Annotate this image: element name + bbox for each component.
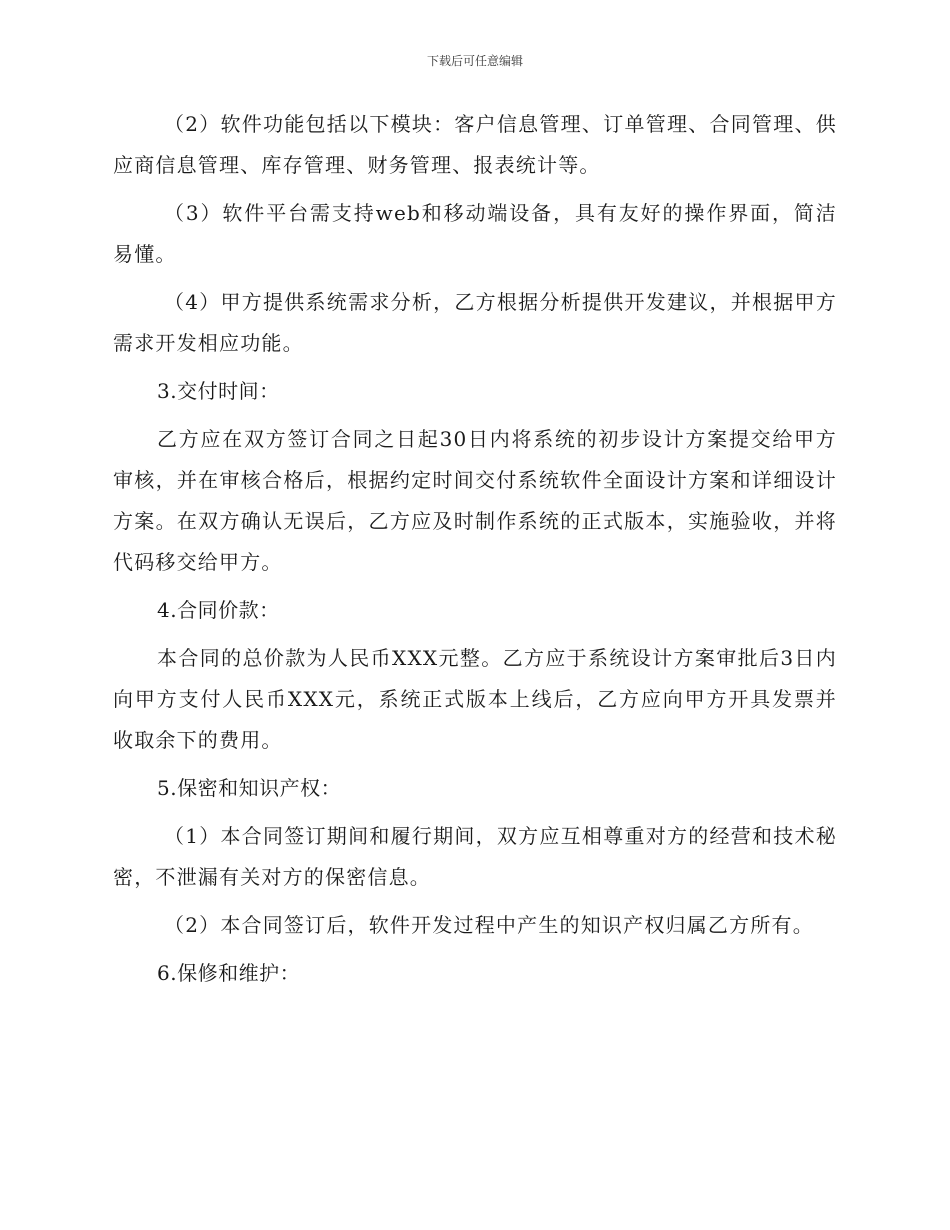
section-heading-delivery-time: 3.交付时间： <box>157 379 280 403</box>
clause-2-software-modules: （2）软件功能包括以下模块：客户信息管理、订单管理、合同管理、供应商信息管理、库存管理、财务管理、报表统计等。 <box>113 112 837 177</box>
section-heading-confidentiality-ip: 5.保密和知识产权： <box>157 776 342 800</box>
section-heading-warranty-maintenance: 6.保修和维护： <box>157 961 301 985</box>
section-heading-contract-price: 4.合同价款： <box>157 598 280 622</box>
delivery-time-body: 乙方应在双方签订合同之日起30日内将系统的初步设计方案提交给甲方审核，并在审核合格后，根据约定时间交付系统软件全面设计方案和详细设计方案。在双方确认无误后，乙方应及时制作系统的正式版本，实施验收，并将代码移交给甲方。 <box>113 427 837 574</box>
clause-1-confidentiality: （1）本合同签订期间和履行期间，双方应互相尊重对方的经营和技术秘密，不泄漏有关对方的保密信息。 <box>113 824 837 889</box>
document-body <box>113 104 837 994</box>
clause-4-requirements-analysis: （4）甲方提供系统需求分析，乙方根据分析提供开发建议，并根据甲方需求开发相应功能。 <box>113 290 837 355</box>
contract-price-body: 本合同的总价款为人民币XXX元整。乙方应于系统设计方案审批后3日内向甲方支付人民币XXX元，系统正式版本上线后，乙方应向甲方开具发票并收取余下的费用。 <box>113 646 837 752</box>
clause-2-intellectual-property: （2）本合同签订后，软件开发过程中产生的知识产权归属乙方所有。 <box>164 913 814 937</box>
page-header: 下载后可任意编辑 <box>426 54 523 68</box>
clause-3-platform-support: （3）软件平台需支持web和移动端设备，具有友好的操作界面，简洁易懂。 <box>113 201 837 266</box>
